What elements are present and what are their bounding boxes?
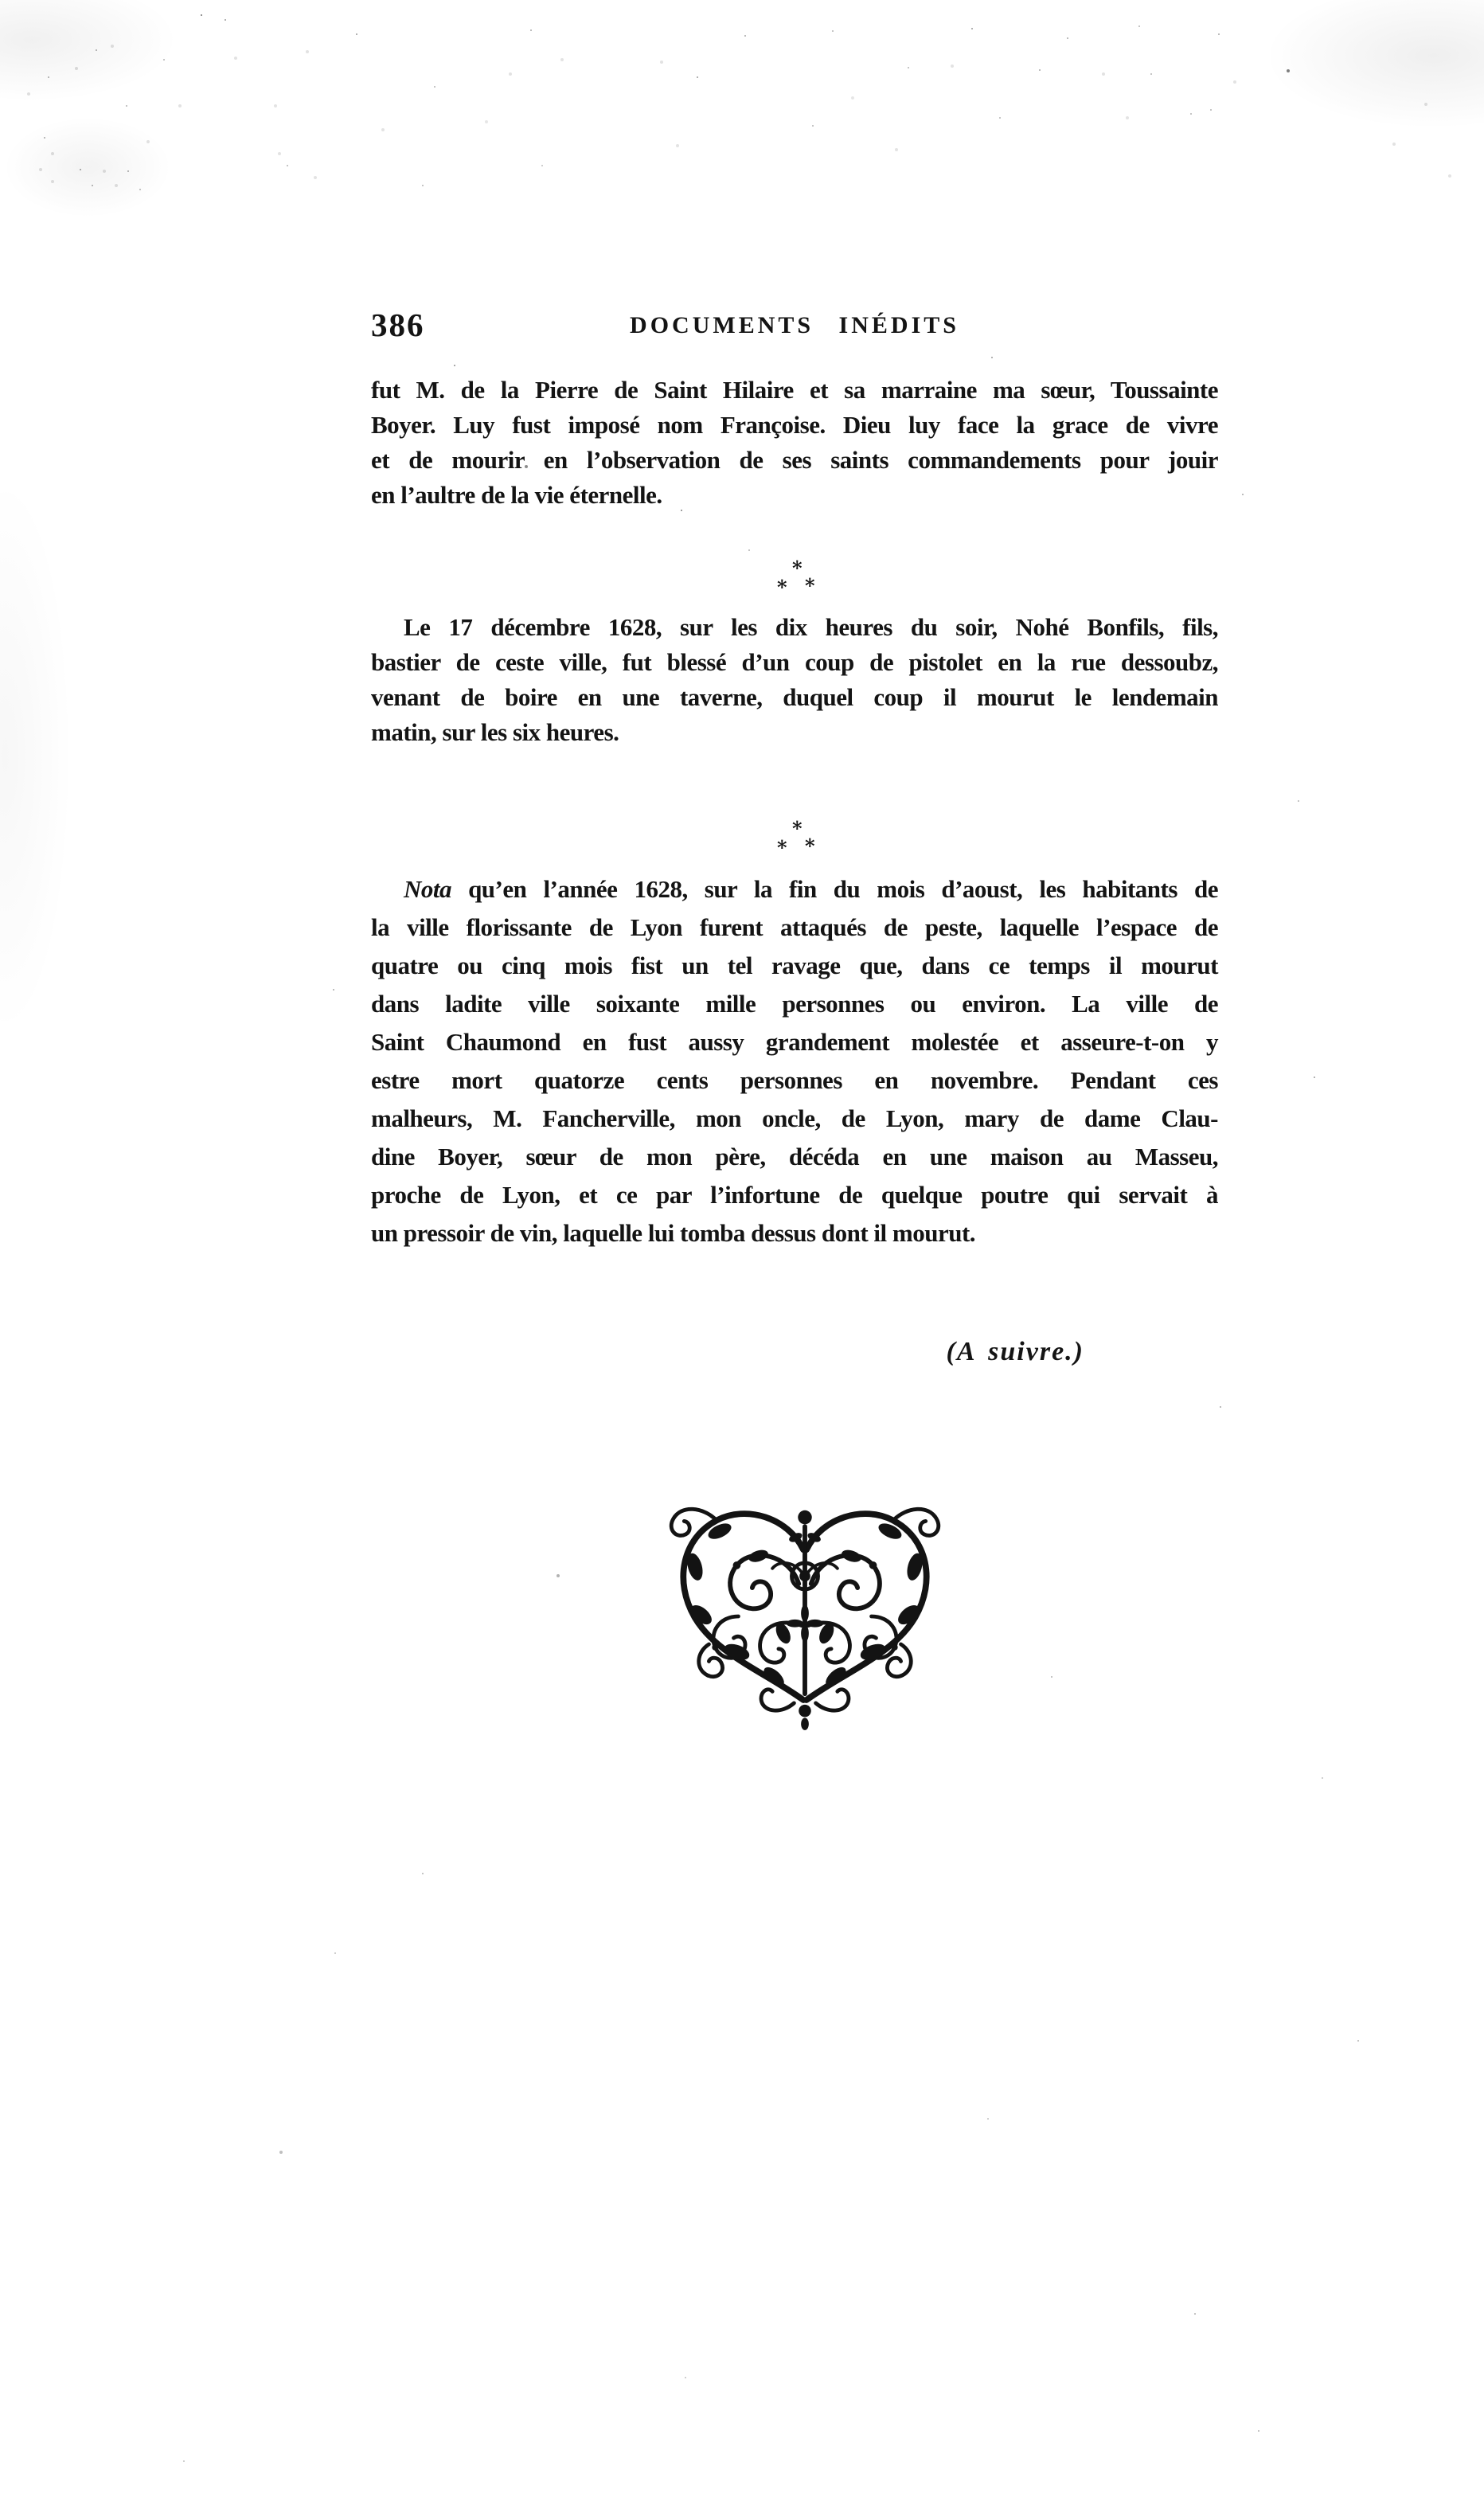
asterism-separator bbox=[371, 750, 1218, 870]
text-line: dans ladite ville soixante mille personnes ou environ. La ville de bbox=[371, 990, 1218, 1018]
text-column bbox=[371, 373, 1218, 1371]
text-line: dine Boyer, sœur de mon père, décéda en une maison au Masseu, bbox=[371, 1143, 1218, 1170]
text-line: fut M. de la Pierre de Saint Hilaire et sa marraine ma sœur, Toussainte bbox=[371, 376, 1218, 404]
text-line: venant de boire en une taverne, duquel coup il mourut le lendemain bbox=[371, 683, 1218, 711]
asterisk-icon: * bbox=[805, 574, 815, 597]
text-line: la ville florissante de Lyon furent attaqués de peste, laquelle l’espace de bbox=[371, 913, 1218, 941]
paragraph-3 bbox=[371, 870, 1218, 1252]
text-line: Le 17 décembre 1628, sur les dix heures du soir, Nohé Bonfils, fils, bbox=[404, 613, 1218, 641]
page-header bbox=[371, 307, 1218, 346]
text-line: estre mort quatorze cents personnes en novembre. Pendant ces bbox=[371, 1066, 1218, 1094]
scan-grain-specks bbox=[0, 0, 2, 2]
text-line: malheurs, M. Fancherville, mon oncle, de Lyon, mary de dame Clau- bbox=[371, 1104, 1218, 1132]
text-line: un pressoir de vin, laquelle lui tomba dessus dont il mourut. bbox=[371, 1219, 976, 1247]
text-line: Boyer. Luy fust imposé nom Françoise. Dieu luy face la grace de vivre bbox=[371, 411, 1218, 439]
continuation-note bbox=[371, 1333, 1218, 1371]
text-line: quatre ou cinq mois fist un tel ravage que, dans ce temps il mourut bbox=[371, 952, 1218, 979]
a-suivre-label: (A suivre.) bbox=[946, 1337, 1084, 1366]
text-line bbox=[371, 870, 1218, 909]
asterisk-icon: * bbox=[777, 576, 787, 599]
text-line: Saint Chaumond en fust aussy grandement molestée et asseure-t-on y bbox=[371, 1028, 1218, 1056]
text-line: matin, sur les six heures. bbox=[371, 718, 619, 746]
asterisk-icon: * bbox=[792, 557, 803, 580]
asterisk-icon: * bbox=[792, 817, 803, 840]
text-line: bastier de ceste ville, fut blessé d’un coup de pistolet en la rue dessoubz, bbox=[371, 648, 1218, 676]
line-rest: qu’en l’année 1628, sur la fin du mois d’aoust, les habitants de bbox=[451, 875, 1218, 903]
asterism-separator bbox=[371, 513, 1218, 610]
nota-lead: Nota bbox=[404, 875, 451, 903]
fleuron-ornament bbox=[666, 1500, 944, 1733]
paragraph-1 bbox=[371, 373, 1218, 513]
text-line: en l’aultre de la vie éternelle. bbox=[371, 481, 662, 509]
text-line: et de mourir en l’observation de ses saints commandements pour jouir bbox=[371, 446, 1218, 474]
running-title: DOCUMENTS INÉDITS bbox=[630, 312, 959, 338]
asterisk-icon: * bbox=[777, 836, 787, 859]
text-line: proche de Lyon, et ce par l’infortune de quelque poutre qui servait à bbox=[371, 1181, 1218, 1209]
paragraph-2 bbox=[371, 610, 1218, 750]
asterisk-icon: * bbox=[805, 834, 815, 858]
page-number: 386 bbox=[371, 307, 425, 343]
